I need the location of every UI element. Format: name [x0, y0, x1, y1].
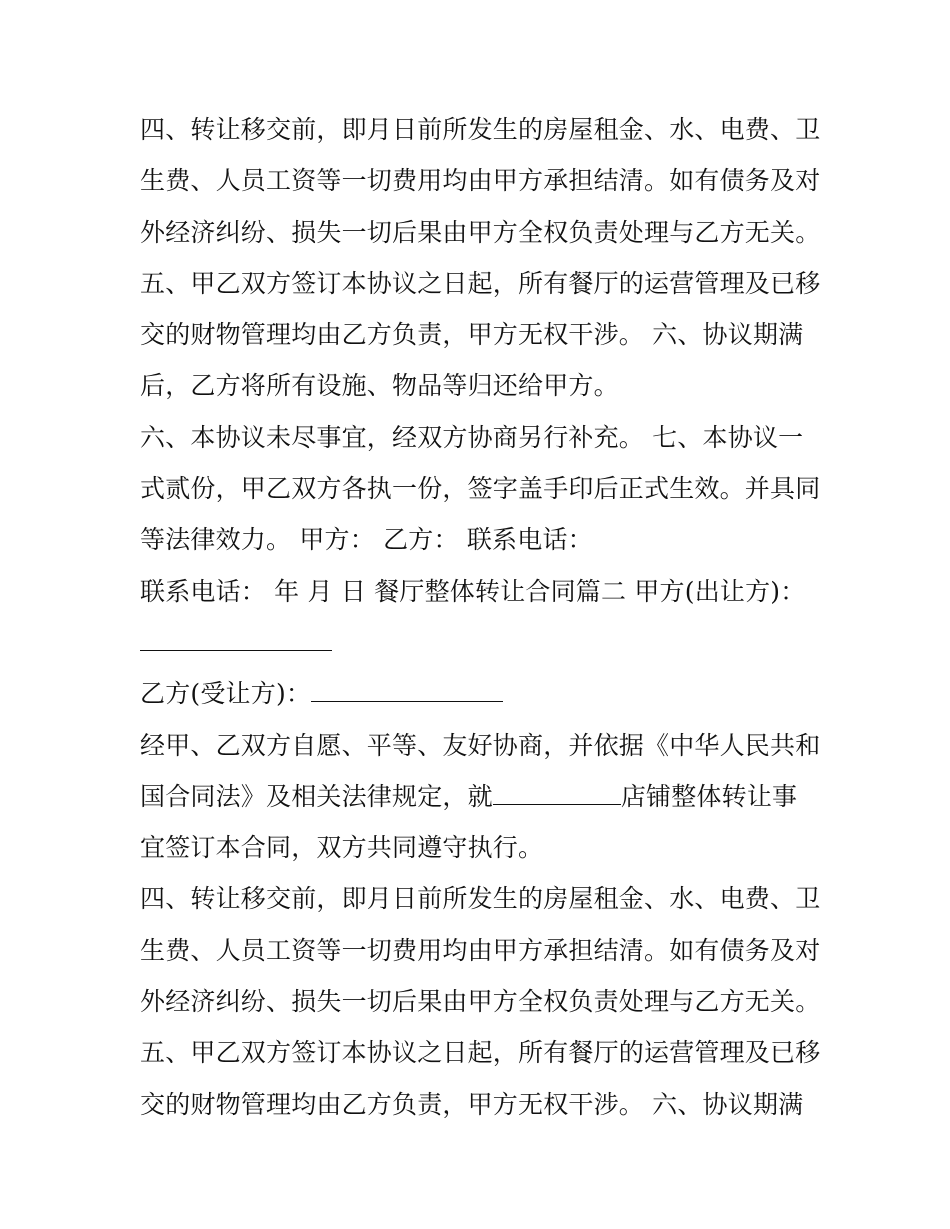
clause-text-after: 店铺整体转让事 [620, 781, 798, 811]
clause-line-with-blank [140, 771, 830, 822]
party-a-signature-line [140, 617, 830, 668]
text-line: 式贰份，甲乙双方各执一份，签字盖手印后正式生效。并具同 [140, 474, 821, 504]
text-line: 联系电话： 年 月 日 餐厅整体转让合同篇二 甲方(出让方)： [140, 576, 806, 606]
document-page [140, 104, 830, 1130]
text-line: 五、甲乙双方签订本协议之日起，所有餐厅的运营管理及已移 [140, 268, 821, 298]
clause-line: 经甲、乙双方自愿、平等、友好协商，并依据《中华人民共和 [140, 730, 821, 760]
text-line: 四、转让移交前，即月日前所发生的房屋租金、水、电费、卫 [140, 884, 821, 914]
text-line: 生费、人员工资等一切费用均由甲方承担结清。如有债务及对 [140, 166, 821, 196]
text-line: 四、转让移交前，即月日前所发生的房屋租金、水、电费、卫 [140, 115, 821, 144]
clause-line: 宜签订本合同，双方共同遵守执行。 [140, 833, 544, 863]
party-b-blank [311, 677, 503, 702]
text-line: 六、本协议未尽事宜，经双方协商另行补充。 七、本协议一 [140, 422, 804, 452]
party-b-label: 乙方(受让方)： [140, 679, 312, 709]
text-line: 等法律效力。 甲方： 乙方： 联系电话： [140, 525, 593, 555]
text-line: 交的财物管理均由乙方负责，甲方无权干涉。 六、协议期满 [140, 320, 804, 350]
clause-text-before: 国合同法》及相关法律规定，就 [140, 781, 493, 811]
text-line: 交的财物管理均由乙方负责，甲方无权干涉。 六、协议期满 [140, 1089, 804, 1119]
text-line: 后，乙方将所有设施、物品等归还给甲方。 [140, 371, 619, 401]
party-b-line [140, 668, 830, 719]
text-line: 五、甲乙双方签订本协议之日起，所有餐厅的运营管理及已移 [140, 1038, 821, 1068]
shop-name-blank [493, 780, 621, 805]
text-line: 外经济纠纷、损失一切后果由甲方全权负责处理与乙方无关。 [140, 217, 821, 247]
party-a-blank [140, 626, 332, 651]
text-line: 外经济纠纷、损失一切后果由甲方全权负责处理与乙方无关。 [140, 987, 821, 1017]
text-line: 生费、人员工资等一切费用均由甲方承担结清。如有债务及对 [140, 935, 821, 965]
